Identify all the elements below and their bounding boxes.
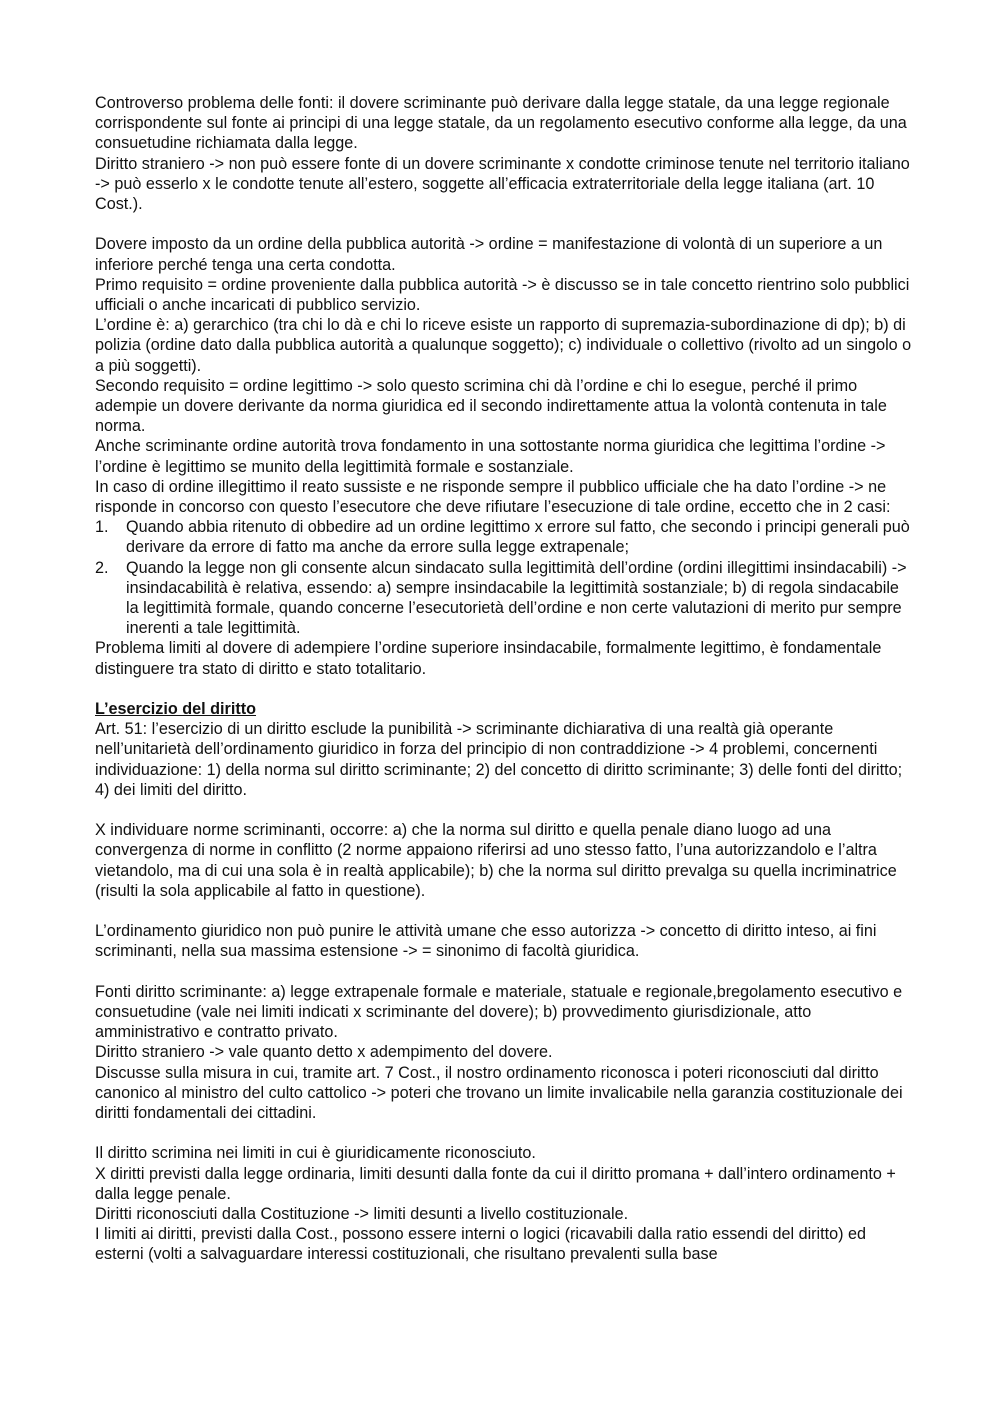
- list-item: [95, 517, 915, 557]
- paragraph: Dovere imposto da un ordine della pubblica autorità -> ordine = manifestazione di volontà di un superiore a un inferiore perché tenga una certa condotta.: [95, 235, 883, 274]
- paragraph: L’ordine è: a) gerarchico (tra chi lo dà e chi lo riceve esiste un rapporto di supremazia-subordinazione di dp); b) di polizia (ordine dato dalla pubblica autorità a qualunque soggetto); c) individuale o collettivo (rivolto ad un singolo o a più soggetti).: [95, 316, 912, 375]
- paragraph-spacer: [95, 962, 915, 982]
- paragraph: L’ordinamento giuridico non può punire le attività umane che esso autorizza -> concetto di diritto inteso, ai fini scriminanti, nella sua massima estensione -> = sinonimo di facoltà giuridica.: [95, 922, 877, 961]
- paragraph: Diritto straniero -> non può essere fonte di un dovere scriminante x condotte criminose tenute nel territorio italiano -> può esserlo x le condotte tenute all’estero, soggette all’efficacia extraterritoriale della legge italiana (art. 10 Cost.).: [95, 154, 910, 214]
- paragraph: Problema limiti al dovere di adempiere l’ordine superiore insindacabile, formalmente legittimo, è fondamentale distinguere tra stato di diritto e stato totalitario.: [95, 639, 882, 678]
- paragraph: Diritti riconosciuti dalla Costituzione -> limiti desunti a livello costituzionale.: [95, 1205, 629, 1224]
- paragraph: X diritti previsti dalla legge ordinaria, limiti desunti dalla fonte da cui il diritto promana + dall’intero ordinamento + dalla legge penale.: [95, 1164, 896, 1203]
- paragraph-spacer: [95, 800, 915, 820]
- list-number: 1.: [95, 518, 109, 537]
- paragraph-spacer: [95, 1123, 915, 1143]
- list-number: 2.: [95, 558, 109, 577]
- numbered-list: [95, 517, 915, 638]
- paragraph: Secondo requisito = ordine legittimo -> solo questo scrimina chi dà l’ordine e chi lo esegue, perché il primo adempie un dovere derivante da norma giuridica ed il secondo indirettamente attua la volontà contenuta in tale norma.: [95, 376, 887, 436]
- list-item-text: Quando la legge non gli consente alcun sindacato sulla legittimità dell’ordine (ordini illegittimi insindacabili) -> insindacabilità è relativa, essendo: a) sempre insindacabile la legittimità sostanziale; b) di regola sindacabile la legittimità formale, quando concerne l’esecutorietà dell’ordine e non certe valutazioni di merito pur sempre inerenti a tale legittimità.: [126, 558, 907, 638]
- paragraph: Discusse sulla misura in cui, tramite art. 7 Cost., il nostro ordinamento riconosca i poteri riconosciuti dal diritto canonico al ministro del culto cattolico -> poteri che trovano un limite invalicabile nella garanzia costituzionale dei diritti fondamentali dei cittadini.: [95, 1063, 903, 1123]
- paragraph: In caso di ordine illegittimo il reato sussiste e ne risponde sempre il pubblico ufficiale che ha dato l’ordine -> ne risponde in concorso con questo l’esecutore che deve rifiutare l’esecuzione di tale ordine, eccetto che in 2 casi:: [95, 477, 891, 517]
- document-page: [95, 93, 915, 1265]
- paragraph: I limiti ai diritti, previsti dalla Cost., possono essere interni o logici (ricavabili dalla ratio essendi del diritto) ed esterni (volti a salvaguardare interessi costituzionali, che risultano prevalenti sulla base: [95, 1225, 867, 1264]
- paragraph: Controverso problema delle fonti: il dovere scriminante può derivare dalla legge statale, da una legge regionale corrispondente sul fonte ai principi di una legge statale, da un regolamento esecutivo conforme alla legge, da una consuetudine richiamata dalla legge.: [95, 94, 907, 153]
- paragraph: Art. 51: l’esercizio di un diritto esclude la punibilità -> scriminante dichiarativa di una realtà già operante nell’unitarietà dell’ordinamento giuridico in forza del principio di non contraddizione -> 4 problemi, concernenti individuazione: 1) della norma sul diritto scriminante; 2) del concetto di diritto scriminante; 3) delle fonti del diritto; 4) dei limiti del diritto.: [95, 720, 903, 799]
- paragraph: Diritto straniero -> vale quanto detto x adempimento del dovere.: [95, 1043, 553, 1062]
- paragraph: Il diritto scrimina nei limiti in cui è giuridicamente riconosciuto.: [95, 1144, 536, 1163]
- paragraph-spacer: [95, 679, 915, 699]
- section-heading: L’esercizio del diritto: [95, 700, 257, 719]
- paragraph: Anche scriminante ordine autorità trova fondamento in una sottostante norma giuridica che legittima l’ordine -> l’ordine è legittimo se munito della legittimità formale e sostanziale.: [95, 437, 886, 476]
- paragraph-spacer: [95, 901, 915, 921]
- list-item: [95, 558, 915, 639]
- paragraph: Fonti diritto scriminante: a) legge extrapenale formale e materiale, statuale e regionale,bregolamento esecutivo e consuetudine (vale nei limiti indicati x scriminante del dovere); b) provvedimento giurisdizionale, atto amministrativo e contratto privato.: [95, 982, 903, 1042]
- list-item-text: Quando abbia ritenuto di obbedire ad un ordine legittimo x errore sul fatto, che secondo i principi generali può derivare da errore di fatto ma anche da errore sulla legge extrapenale;: [126, 518, 910, 557]
- paragraph: X individuare norme scriminanti, occorre: a) che la norma sul diritto e quella penale diano luogo ad una convergenza di norme in conflitto (2 norme appaiono riferirsi ad uno stesso fatto, l’una autorizzandolo e l’altra vietandolo, ma di cui una sola è in realtà applicabile); b) che la norma sul diritto prevalga su quella incriminatrice (risulti la sola applicabile al fatto in questione).: [95, 821, 897, 900]
- paragraph-spacer: [95, 214, 915, 234]
- paragraph: Primo requisito = ordine proveniente dalla pubblica autorità -> è discusso se in tale concetto rientrino solo pubblici ufficiali o anche incaricati di pubblico servizio.: [95, 275, 910, 315]
